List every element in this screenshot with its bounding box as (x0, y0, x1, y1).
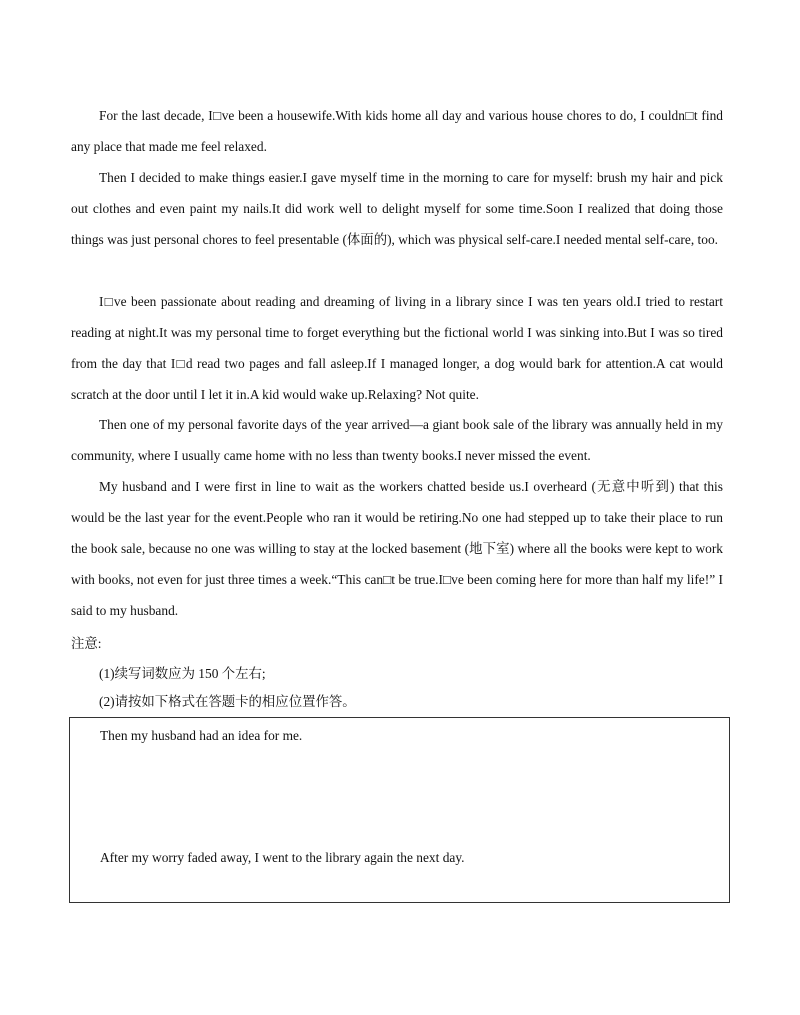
note-item-1: (1)续写词数应为 150 个左右; (99, 666, 266, 681)
passage-paragraph-5: My husband and I were first in line to wait as the workers chatted beside us.I overheard (无意中听到) that this would be the last year for the event.People who ran it would be retiring.No one had stepped up to take their place to run the book sale, because no one was willing to stay at the locked basement (地下室) where all the books were kept to work with books, not even for just three times a week.“This can□t be true.I□ve been coming here for more than half my life!” I said to my husband. (71, 479, 723, 618)
answer-opening-sentence-2: After my worry faded away, I went to the library again the next day. (100, 850, 465, 865)
passage-paragraph-3: I□ve been passionate about reading and dreaming of living in a library since I was ten years old.I tried to restart reading at night.It was my personal time to forget everything but the fictional world I was sinking into.But I was so tired from the day that I□d read two pages and fall asleep.If I managed longer, a dog would bark for attention.A cat would scratch at the door until I let it in.A kid would wake up.Relaxing? Not quite. (71, 294, 723, 402)
answer-box (69, 717, 730, 903)
notes-title: 注意: (71, 636, 102, 651)
passage-paragraph-1: For the last decade, I□ve been a housewife.With kids home all day and various house chores to do, I couldn□t find any place that made me feel relaxed. (71, 108, 723, 154)
passage-paragraph-4: Then one of my personal favorite days of the year arrived—a giant book sale of the library was annually held in my community, where I usually came home with no less than twenty books.I never missed the event. (71, 417, 723, 463)
passage-paragraph-2: Then I decided to make things easier.I gave myself time in the morning to care for myself: brush my hair and pick out clothes and even paint my nails.It did work well to delight myself for some time.Soon I realized that doing those things was just personal chores to feel presentable (体面的), which was physical self-care.I needed mental self-care, too. (71, 170, 723, 247)
note-item-2: (2)请按如下格式在答题卡的相应位置作答。 (99, 694, 356, 709)
answer-opening-sentence-1: Then my husband had an idea for me. (100, 728, 303, 743)
